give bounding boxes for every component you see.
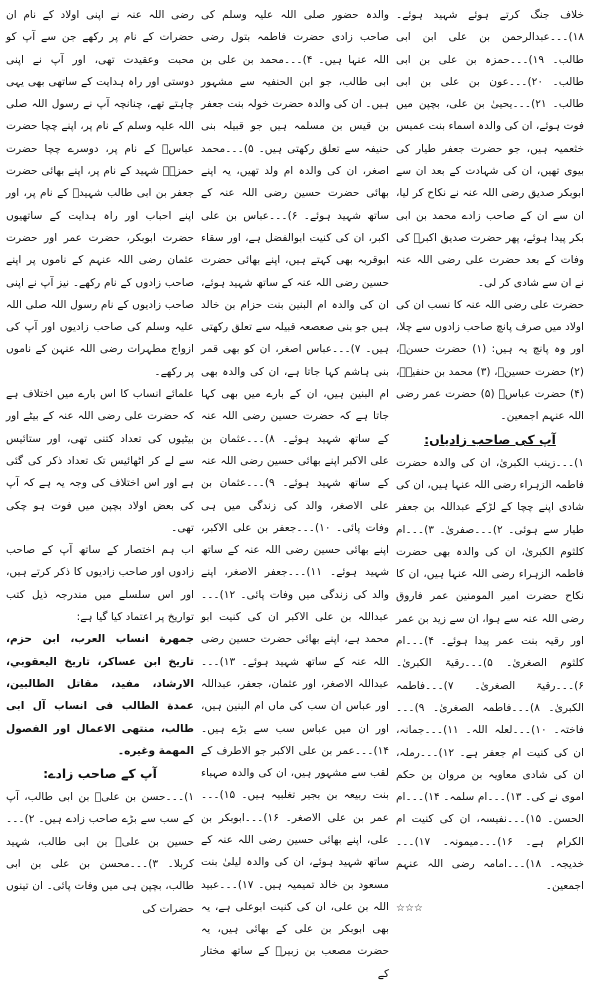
paragraph: حضرت علی رضی اللہ عنہ کا نسب ان کی اولاد میں صرف پانچ صاحب زادوں سے چلا، اور وہ پانچ یہ ہیں: (۱) حضرت حسنؓ، (۲) حضرت حسینؓ، (۳) محمد بن حنفیہؒ، (۴) حضرت عباسؓ (۵) حضرت عمر رضی اللہ عنہم اجمعین۔ [396,298,585,423]
column-right [6,4,194,915]
paragraph: ۱)۔۔۔حسن بن علیؓ بن ابی طالب، آپ کے سب سے بڑے صاحب زادے ہیں۔ ۲)۔۔۔حسین بن علیؓ بن ابی طالب، شہید کربلا۔ ۳)۔۔۔محسن بن علی بن ابی طالب، بچپن ہی میں وفات پائی۔ ان تینوں حضرات کی [6,791,194,915]
paragraph: رضی اللہ عنہ نے اپنی اولاد کے نام ان حضرات کے نام پر رکھے جن سے آپ کو محبت وعقیدت تھی، اور آپ نے اپنی دوستی اور راہ ہدایت کے ساتھی بھی یہی چاہتے تھے، چنانچہ آپ نے رسول اللہ صلی اللہ علیہ وسلم کے نام پر، اپنے چچا حضرت عباسؓ کے نام پر، دوسرے چچا حضرت حمزہؓ شہید کے نام پر، اپنے بھائی حضرت جعفر بن ابی طالب شہیدؓ کے نام پر، اور اپنے احباب اور راہ ہدایت کے ساتھیوں حضرت ابوبکر، حضرت عمر اور حضرت عثمان رضی اللہ عنہم کے ناموں پر اپنے صاحب زادوں کے نام رکھے۔ نیز آپ نے اپنی صاحب زادیوں کے نام رسول اللہ صلی اللہ علیہ وسلم کی صاحب زادیوں اور آپ کی ازواج مطہرات رضی اللہ عنہن کے ناموں پر رکھے۔ [6,9,194,378]
paragraph: والدہ حضور صلی اللہ علیہ وسلم کی صاحب زادی حضرت فاطمہ بتول رضی اللہ عنہا ہیں۔ ۴)۔۔۔محمد بن علی بن ابی طالب، جو ابن الحنفیہ سے مشہور ہیں۔ ان کی والدہ حضرت خولہ بنت جعفر بن قیس بن مسلمہ ہیں جو قبیلہ بنی حنیفہ سے تعلق رکھتی ہیں۔ ۵)۔۔۔محمد اصغر، ان کی والدہ ام ولد تھیں، یہ اپنے بھائی حضرت حسین رضی اللہ عنہ کے ساتھ شہید ہوئے۔ ۶)۔۔۔عباس بن علی اکبر، ان کی کنیت ابوالفضل ہے، اور سقاء ابوقربہ بھی کہتے ہیں، اپنے بھائی حضرت حسین رضی اللہ عنہ کے ساتھ شہید ہوئے، ان کی والدہ ام البنین بنت حزام بن خالد ہیں جو بنی صعصعہ قبیلہ سے تعلق رکھتی ہیں۔ ۷)۔۔۔عباس اصغر، ان کو بھی قمر بنی ہاشم کہا جاتا ہے، ان کی والدہ بھی ام البنین ہیں، ان کے بارے میں بھی کہا جاتا ہے کہ حضرت حسین رضی اللہ عنہ کے ساتھ شہید ہوئے۔ ۸)۔۔۔عثمان بن علی الاکبر اپنے بھائی حسین رضی اللہ عنہ کے ساتھ شہید ہوئے۔ ۹)۔۔۔عثمان بن علی الاصغر، والد کی زندگی میں ہی وفات پائی۔ ۱۰)۔۔۔جعفر بن علی الاکبر، اپنے بھائی حسین رضی اللہ عنہ کے ساتھ شہید ہوئے۔ ۱۱)۔۔۔جعفر الاصغر، اپنے والد کی زندگی میں وفات پائی۔ ۱۲)۔۔۔عبداللہ بن علی الاکبر ان کی کنیت ابو محمد ہے، اپنے بھائی حضرت حسین رضی اللہ عنہ کے ساتھ شہید ہوئے۔ ۱۳)۔۔۔عبداللہ الاصغر، اور عثمان، جعفر، عبداللہ اور عباس ان سب کی ماں ام البنین ہیں، اور ان میں عباس سب سے بڑے ہیں۔ ۱۴)۔۔۔عمر بن علی الاکبر جو الاطرف کے لقب سے مشہور ہیں، ان کی والدہ صہباء بنت ربیعہ بن بجیر تغلبیہ ہیں۔ ۱۵)۔۔۔عمر بن علی الاصغر۔ ۱۶)۔۔۔ابوبکر بن علی، اپنے بھائی حسین رضی اللہ عنہ کے ساتھ شہید ہوئے، ان کی والدہ لیلیٰ بنت مسعود بن خالد تمیمیہ ہیں۔ ۱۷)۔۔۔عبید اللہ بن علی، ان کی کنیت ابوعلی ہے، یہ بھی ابوبکر بن علی کے بھائی ہیں، یہ حضرت مصعب بن زبیرؓ کے ساتھ مختار کے [201,9,390,980]
column-left [396,4,585,914]
column-middle [201,4,390,980]
paragraph: اب ہم اختصار کے ساتھ آپ کے صاحب زادوں اور صاحب زادیوں کا ذکر کرتے ہیں، اور اس سلسلے میں مندرجہ ذیل کتب تواریخ پر اعتماد کیا گیا ہے: [6,544,194,624]
sources-list: جمهرة انساب العرب، ابن حزم، تاريخ ابن عساكر، تاريخ اليعقوبي، الارشاد، مفيد، مقاتل الطالبين، عمدة الطالب فی انساب آل ابی طالب، منتهی الاعمال اور الفصول المهمة وغیره۔ [6,633,194,757]
paragraph: ۱)۔۔۔زینب الکبریٰ، ان کی والدہ حضرت فاطمہ الزہراء رضی اللہ عنہا ہیں، ان کی شادی اپنے چچا کے لڑکے عبداللہ بن جعفر طیار سے ہوئی۔ ۲)۔۔۔صفریٰ۔ ۳)۔۔۔ام کلثوم الکبریٰ، ان کی والدہ بھی حضرت فاطمہ الزہراء رضی اللہ عنہا ہیں، ان کا نکاح حضرت امیر المومنین عمر فاروق رضی اللہ عنہ سے ہوا، ان سے زید بن عمر اور رقیہ بنت عمر پیدا ہوئے۔ ۴)۔۔۔ام کلثوم الصغریٰ۔ ۵)۔۔۔رقیۃ الکبریٰ۔ ۶)۔۔۔رقیۃ الصغریٰ۔ ۷)۔۔۔فاطمہ الکبریٰ۔ ۸)۔۔۔فاطمہ الصغریٰ۔ ۹)۔۔۔فاختہ۔ ۱۰)۔۔۔لعلہ اللہ۔ ۱۱)۔۔۔جمانہ، ان کی کنیت ام جعفر ہے۔ ۱۲)۔۔۔رملہ، ان کی شادی معاویہ بن مروان بن حکم اموی نے کی۔ ۱۳)۔۔۔ام سلمہ۔ ۱۴)۔۔۔ام الحسن۔ ۱۵)۔۔۔نفیسہ، ان کی کنیت ام الکرام ہے۔ ۱۶)۔۔۔میمونہ۔ ۱۷)۔۔۔خدیجہ۔ ۱۸)۔۔۔امامہ رضی اللہ عنہم اجمعین۔ [396,456,585,893]
end-ornament: ☆☆☆ [396,902,423,914]
paragraph: علمائے انساب کا اس بارے میں اختلاف ہے کہ حضرت علی رضی اللہ عنہ کے بیٹے اور بیٹیوں کی تعداد کتنی تھی، اور ستائیس سے لے کر اٹھائیس تک تعداد ذکر کی گئی ہے اور اس اختلاف کی وجہ یہ ہے کہ آپ کی بعض اولاد بچپن میں فوت ہو چکی تھی۔ [6,388,194,534]
section-heading-daughters: آپ کی صاحب زادیاں: [424,431,556,447]
section-heading-sons: آپ کے صاحب زادے: [43,766,157,782]
paragraph: خلاف جنگ کرتے ہوئے شہید ہوئے۔ ۱۸)۔۔۔عبدالرحمن بن علی ابن ابی طالب۔ ۱۹)۔۔۔حمزہ بن علی بن ابی طالب۔ ۲۰)۔۔۔عون بن علی بن ابی طالب۔ ۲۱)۔۔۔یحییٰ بن علی، بچپن میں فوت ہوئے، ان کی والدہ اسماء بنت عمیس خثعمیہ ہیں، جو حضرت جعفر طیار کی بیوی تھیں، ان کی شہادت کے بعد ان سے ابوبکر صدیق رضی اللہ عنہ نے نکاح کر لیا، ان سے ان کے صاحب زادے محمد بن ابی بکر پیدا ہوئے، پھر حضرت صدیق اکبرؓ کی وفات کے بعد حضرت علی رضی اللہ عنہ نے ان سے شادی کر لی۔ [396,9,584,289]
